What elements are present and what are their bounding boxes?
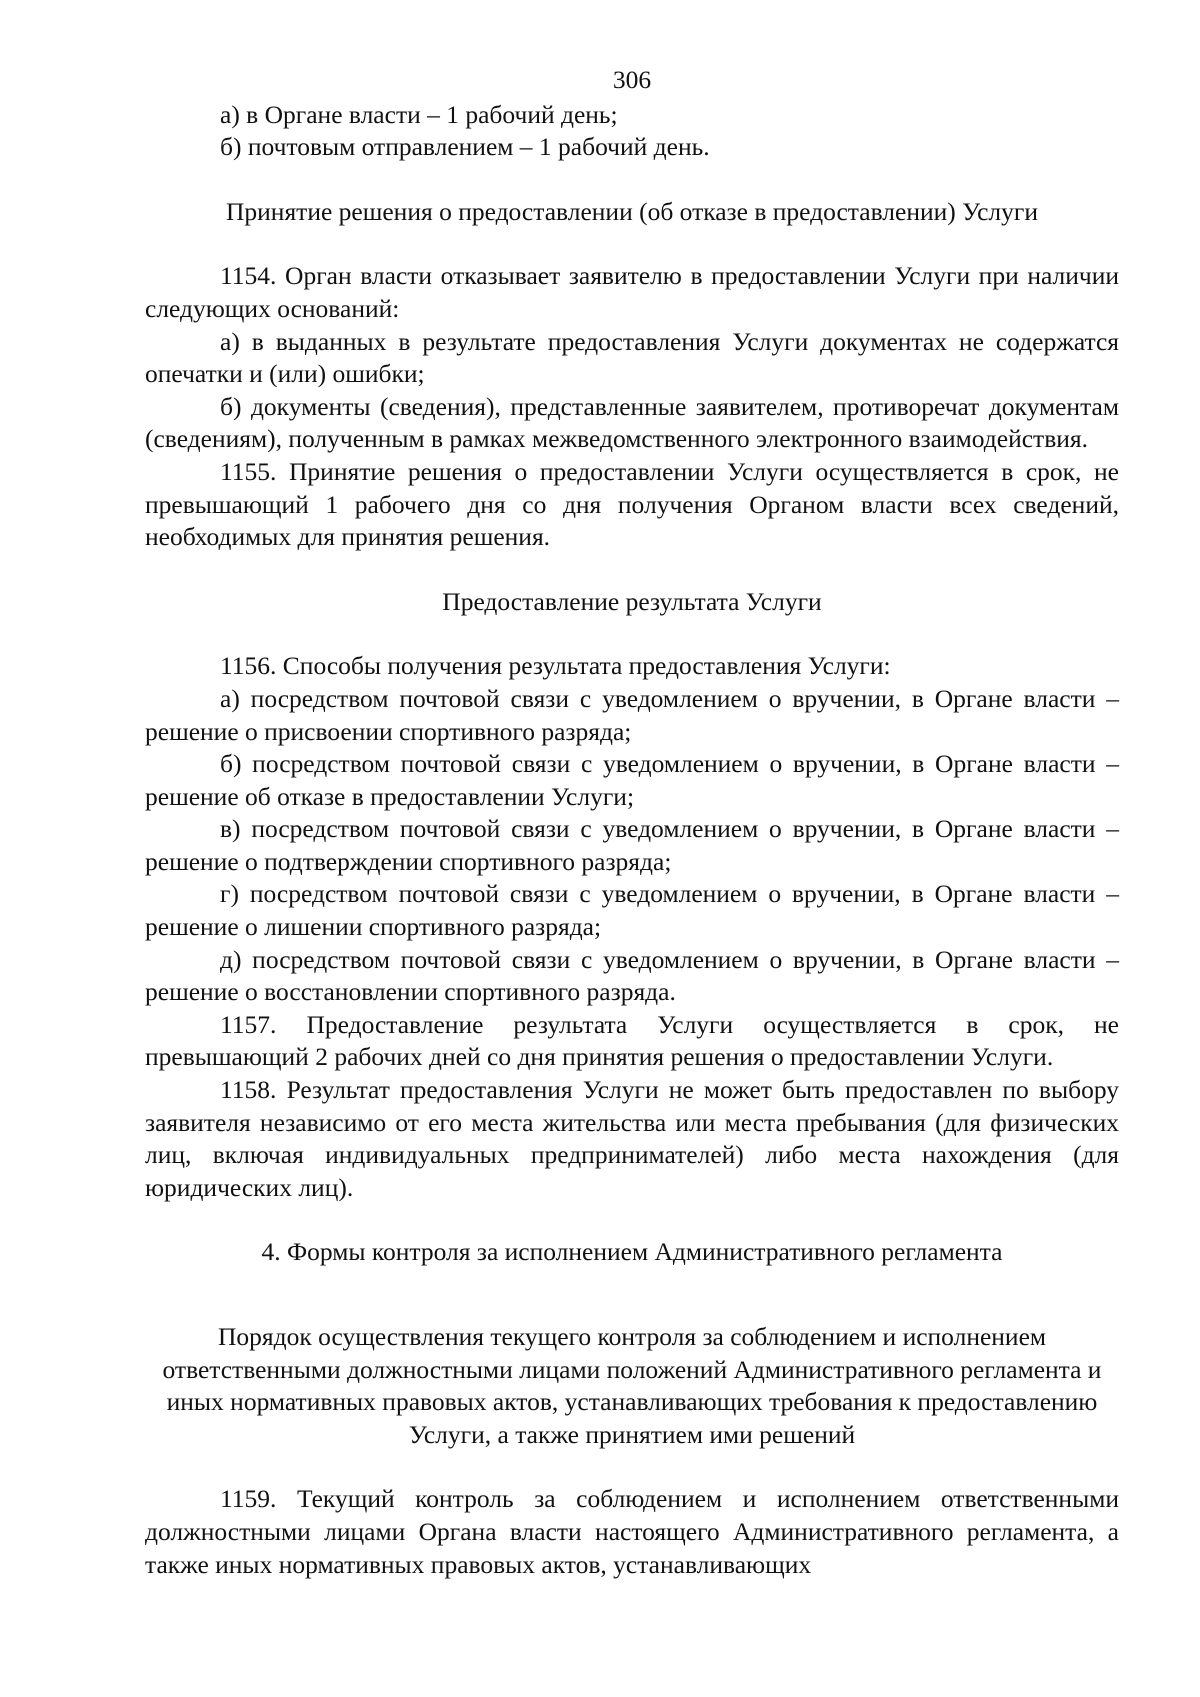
paragraph-item-b: б) почтовым отправлением – 1 рабочий день. (220, 132, 710, 162)
paragraph-item-a: а) в Органе власти – 1 рабочий день; (220, 99, 618, 129)
paragraph-1157: 1157. Предоставление результата Услуги осуществляется в срок, не превышающий 2 рабочих дней со дня принятия решения о предоставлении Услуги. (145, 1009, 1119, 1072)
paragraph-1156-g: г) посредством почтовой связи с уведомлением о вручении, в Органе власти – решение о лишении спортивного разряда; (145, 879, 1119, 942)
paragraph-1154: 1154. Орган власти отказывает заявителю в предоставлении Услуги при наличии следующих оснований: (145, 261, 1119, 323)
paragraph-1159: 1159. Текущий контроль за соблюдением и исполнением ответственными должностными лицами Органа власти настоящего Административного регламента, а также иных нормативных правовых актов, устанавливающих (145, 1484, 1119, 1579)
paragraph-1156-v: в) посредством почтовой связи с уведомлением о вручении, в Органе власти – решение о подтверждении спортивного разряда; (145, 814, 1119, 876)
page-number: 306 (612, 65, 652, 94)
paragraph-1156-b: б) посредством почтовой связи с уведомлением о вручении, в Органе власти – решение об отказе в предоставлении Услуги; (145, 749, 1119, 811)
document-page (145, 64, 1119, 1581)
paragraph-1155: 1155. Принятие решения о предоставлении Услуги осуществляется в срок, не превышающий 1 рабочего дня со дня получения Органом власти всех сведений, необходимых для принятия решения. (145, 456, 1119, 552)
section-heading-decision: Принятие решения о предоставлении (об отказе в предоставлении) Услуги (225, 196, 1039, 226)
paragraph-1158: 1158. Результат предоставления Услуги не может быть предоставлен по выбору заявителя независимо от его места жительства или места пребывания (для физических лиц, включая индивидуальных предпринимателей) либо места нахождения (для юридических лиц). (145, 1075, 1119, 1202)
paragraph-1156-d: д) посредством почтовой связи с уведомлением о вручении, в Органе власти – решение о восстановлении спортивного разряда. (145, 944, 1119, 1007)
paragraph-1154-a: а) в выданных в результате предоставления Услуги документах не содержатся опечатки и (или) ошибки; (145, 326, 1119, 389)
paragraph-1156: 1156. Способы получения результата предоставления Услуги: (220, 651, 891, 681)
paragraph-1156-a: а) посредством почтовой связи с уведомлением о вручении, в Органе власти – решение о присвоении спортивного разряда; (145, 683, 1119, 746)
chapter-heading: 4. Формы контроля за исполнением Административного регламента (261, 1237, 1003, 1267)
paragraph-1154-b: б) документы (сведения), представленные заявителем, противоречат документам (сведениям), полученным в рамках межведомственного электронного взаимодействия. (145, 391, 1119, 454)
section-heading-control: Порядок осуществления текущего контроля за соблюдением и исполнением ответственными должностными лицами положений Административного регламента и иных нормативных правовых актов, устанавливающих требования к предоставлению Услуги, а также принятием ими решений (162, 1322, 1102, 1449)
section-heading-result: Предоставление результата Услуги (442, 586, 822, 616)
